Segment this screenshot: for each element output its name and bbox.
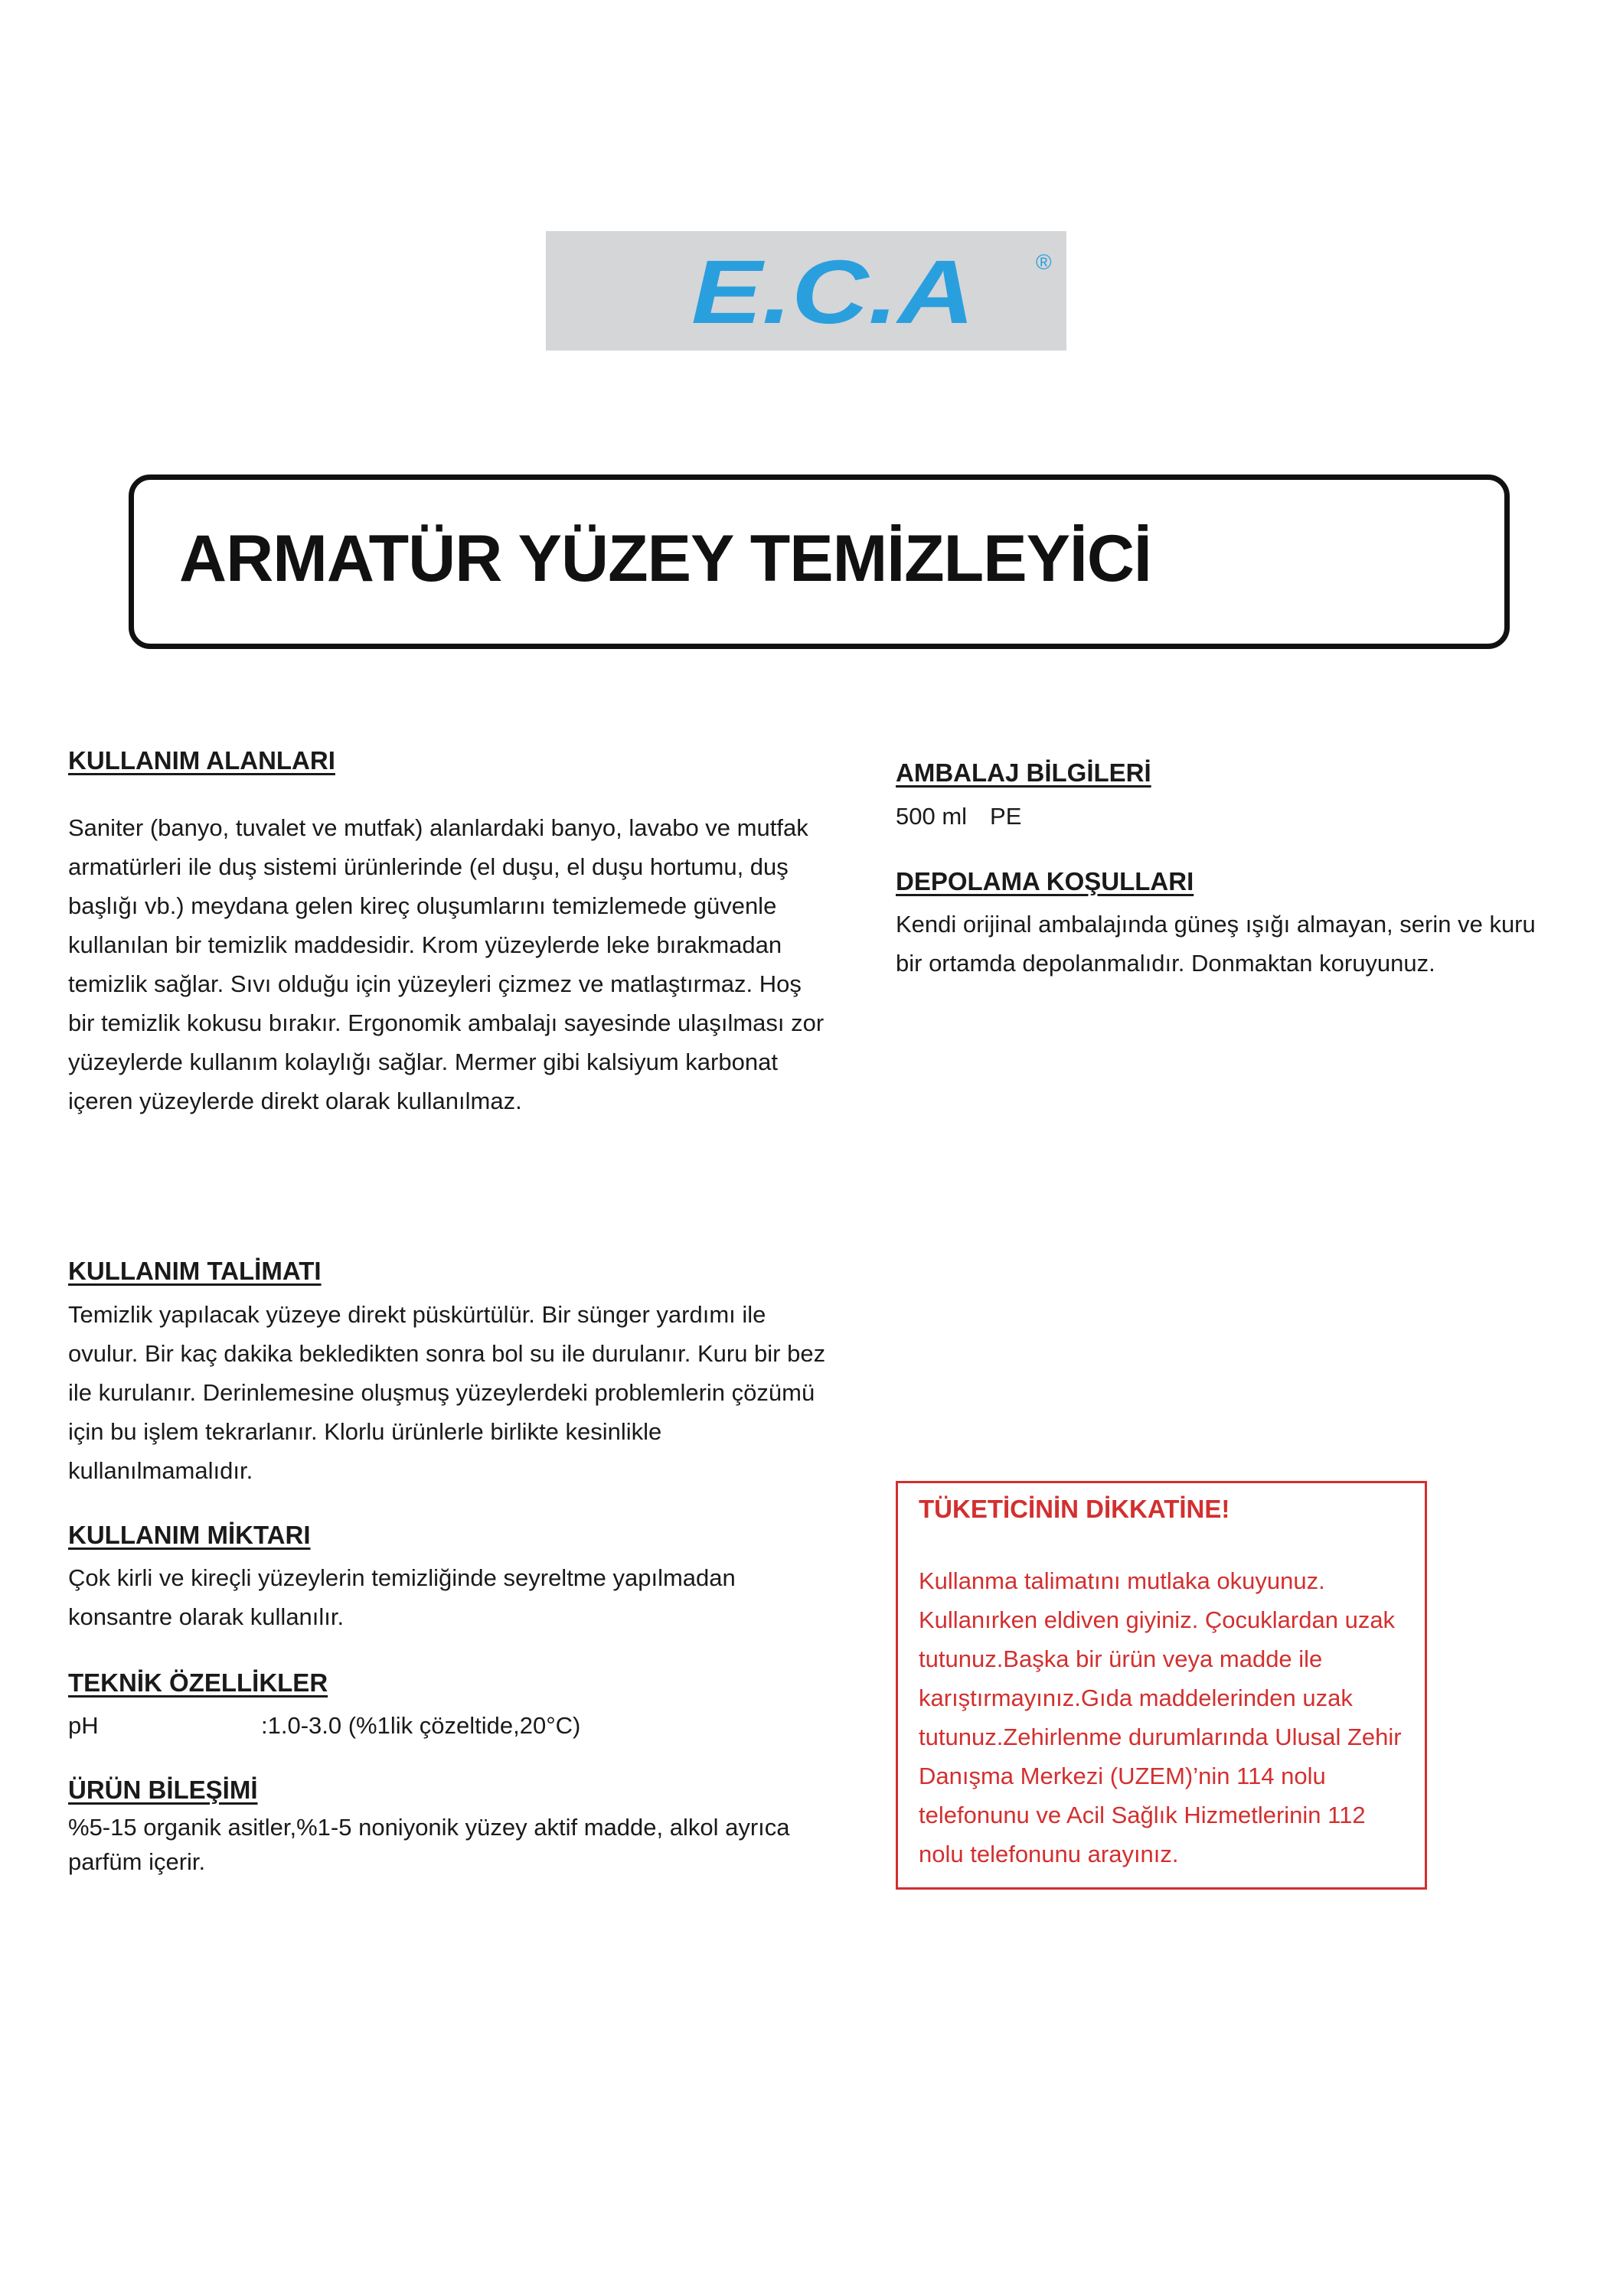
urun-bilesimi-text: %5-15 organik asitler,%1-5 noniyonik yüzey aktif madde, alkol ayrıca parfüm içerir. [68, 1814, 790, 1875]
kullanim-miktari-heading: KULLANIM MİKTARI [68, 1521, 311, 1549]
kullanim-alanlari-heading: KULLANIM ALANLARI [68, 746, 335, 775]
ambalaj-material: PE [990, 803, 1022, 830]
depolama-text: Kendi orijinal ambalajında güneş ışığı almayan, serin ve kuru bir ortamda depolanmalıdır. Donmaktan koruyunuz. [896, 911, 1536, 977]
kullanim-miktari-text: Çok kirli ve kireçli yüzeylerin temizliğinde seyreltme yapılmadan konsantre olarak kullanılır. [68, 1564, 736, 1630]
ambalaj-volume: 500 ml [896, 803, 968, 830]
registered-mark: ® [1036, 250, 1052, 274]
kullanim-talimati-heading: KULLANIM TALİMATI [68, 1257, 322, 1285]
kullanim-alanlari-text: Saniter (banyo, tuvalet ve mutfak) alanlardaki banyo, lavabo ve mutfak armatürleri ile duş sistemi ürünlerinde (el duşu, el duşu hortumu, duş başlığı vb.) meydana gelen kireç oluşumlarını temizlemede güvenle kullanılan bir temizlik maddesidir. Krom yüzeylerde leke bırakmadan temizlik sağlar. Sıvı olduğu için yüzeyleri çizmez ve matlaştırmaz. Hoş bir temizlik kokusu bırakır. Ergonomik ambalajı sayesinde ulaşılması zor yüzeylerde kullanım kolaylığı sağlar. Mermer gibi kalsiyum karbonat içeren yüzeylerde direkt olarak kullanılmaz. [68, 814, 825, 1114]
depolama-heading: DEPOLAMA KOŞULLARI [896, 867, 1194, 895]
consumer-warning-heading: TÜKETİCİNİN DİKKATİNE! [919, 1495, 1230, 1523]
eca-logo-mark [546, 231, 1066, 351]
eca-logo [546, 231, 1066, 351]
urun-bilesimi-heading: ÜRÜN BİLEŞİMİ [68, 1776, 258, 1804]
ambalaj-heading: AMBALAJ BİLGİLERİ [896, 758, 1151, 787]
consumer-warning-text: Kullanma talimatını mutlaka okuyunuz. Kullanırken eldiven giyiniz. Çocuklardan uzak tutunuz.Başka bir ürün veya madde ile karıştırmayınız.Gıda maddelerinden uzak tutunuz.Zehirlenme durumlarında Ulusal Zehir Danışma Merkezi (UZEM)’nin 114 nolu telefonunu ve Acil Sağlık Hizmetlerinin 112 nolu telefonunu arayınız. [919, 1567, 1402, 1867]
logo-text: E.C.A [691, 242, 975, 343]
ambalaj-info [896, 797, 1021, 836]
page-title: ARMATÜR YÜZEY TEMİZLEYİCİ [179, 522, 1151, 595]
ph-label: pH [68, 1712, 99, 1739]
ph-row [68, 1706, 580, 1745]
teknik-ozellikler-heading: TEKNİK ÖZELLİKLER [68, 1668, 328, 1697]
kullanim-talimati-text: Temizlik yapılacak yüzeye direkt püskürtülür. Bir sünger yardımı ile ovulur. Bir kaç dakika bekledikten sonra bol su ile durulanır. Kuru bir bez ile kurulanır. Derinlemesine oluşmuş yüzeylerdeki problemlerin çözümü için bu işlem tekrarlanır. Klorlu ürünlerle birlikte kesinlikle kullanılmamalıdır. [68, 1301, 826, 1484]
ph-value: :1.0-3.0 (%1lik çözeltide,20°C) [261, 1712, 581, 1739]
